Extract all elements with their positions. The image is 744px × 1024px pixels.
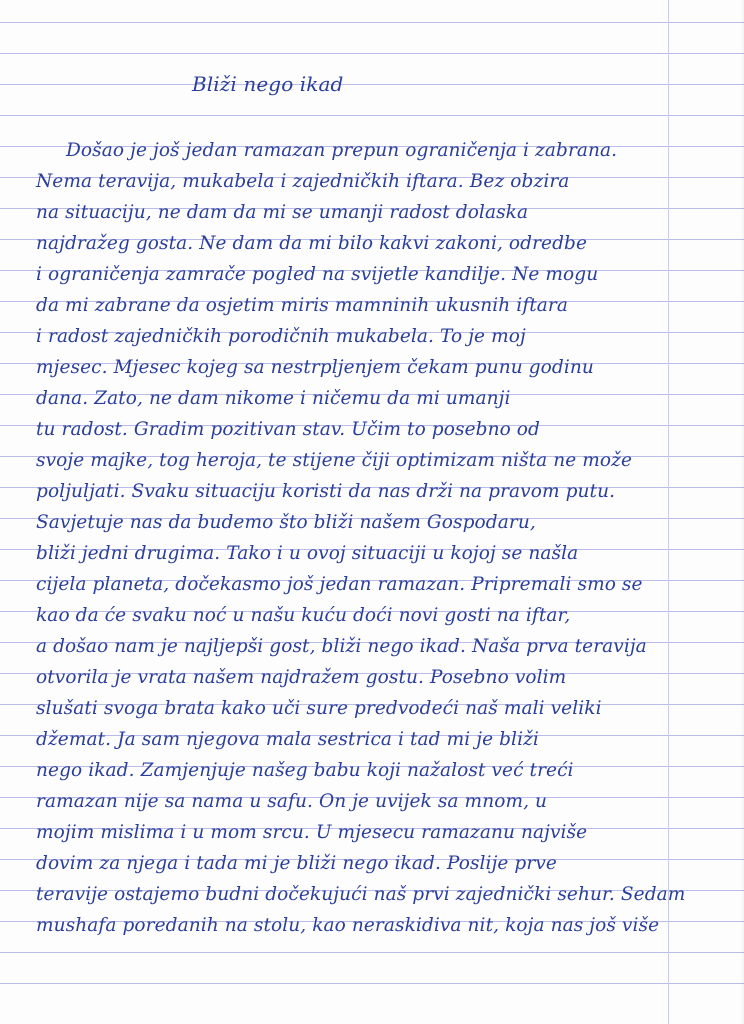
essay-line: Nema teravija, mukabela i zajedničkih iftara. Bez obzira xyxy=(36,171,570,192)
essay-title: Bliži nego ikad xyxy=(192,72,344,96)
essay-line: dana. Zato, ne dam nikome i ničemu da mi umanji xyxy=(36,388,511,409)
essay-line: i ograničenja zamrače pogled na svijetle kandilje. Ne mogu xyxy=(36,264,599,285)
essay-line: poljuljati. Svaku situaciju koristi da nas drži na pravom putu. xyxy=(36,481,616,502)
essay-line: mjesec. Mjesec kojeg sa nestrpljenjem čekam punu godinu xyxy=(36,357,594,378)
ruled-line xyxy=(0,84,744,85)
essay-line: Savjetuje nas da budemo što bliži našem Gospodaru, xyxy=(36,512,536,533)
essay-line: nego ikad. Zamjenjuje našeg babu koji nažalost već treći xyxy=(36,760,574,781)
essay-line: bliži jedni drugima. Tako i u ovoj situaciji u kojoj se našla xyxy=(36,543,579,564)
essay-line: teravije ostajemo budni dočekujući naš prvi zajednički sehur. Sedam xyxy=(36,884,686,905)
essay-line: dovim za njega i tada mi je bliži nego ikad. Poslije prve xyxy=(36,853,557,874)
margin-line xyxy=(668,0,669,1024)
ruled-line xyxy=(0,115,744,116)
essay-line: svoje majke, tog heroja, te stijene čiji optimizam ništa ne može xyxy=(36,450,633,471)
essay-line: kao da će svaku noć u našu kuću doći novi gosti na iftar, xyxy=(36,605,571,626)
essay-line: mushafa poredanih na stolu, kao neraskidiva nit, koja nas još više xyxy=(36,915,660,936)
ruled-line xyxy=(0,53,744,54)
essay-line: džemat. Ja sam njegova mala sestrica i tad mi je bliži xyxy=(36,729,539,750)
ruled-line xyxy=(0,22,744,23)
essay-line: najdražeg gosta. Ne dam da mi bilo kakvi zakoni, odredbe xyxy=(36,233,588,254)
scan-edge-shadow xyxy=(740,0,744,1024)
essay-line: tu radost. Gradim pozitivan stav. Učim to posebno od xyxy=(36,419,540,440)
essay-line: da mi zabrane da osjetim miris mamninih ukusnih iftara xyxy=(36,295,568,316)
essay-line: mojim mislima i u mom srcu. U mjesecu ramazanu najviše xyxy=(36,822,588,843)
essay-line: a došao nam je najljepši gost, bliži nego ikad. Naša prva teravija xyxy=(36,636,647,657)
ruled-line xyxy=(0,983,744,984)
essay-line: i radost zajedničkih porodičnih mukabela. To je moj xyxy=(36,326,526,347)
essay-line: Došao je još jedan ramazan prepun ograničenja i zabrana. xyxy=(66,140,618,161)
essay-line: ramazan nije sa nama u safu. On je uvijek sa mnom, u xyxy=(36,791,548,812)
ruled-line xyxy=(0,952,744,953)
essay-line: otvorila je vrata našem najdražem gostu. Posebno volim xyxy=(36,667,567,688)
essay-line: na situaciju, ne dam da mi se umanji radost dolaska xyxy=(36,202,529,223)
essay-line: cijela planeta, dočekasmo još jedan ramazan. Pripremali smo se xyxy=(36,574,643,595)
essay-line: slušati svoga brata kako uči sure predvodeći naš mali veliki xyxy=(36,698,602,719)
